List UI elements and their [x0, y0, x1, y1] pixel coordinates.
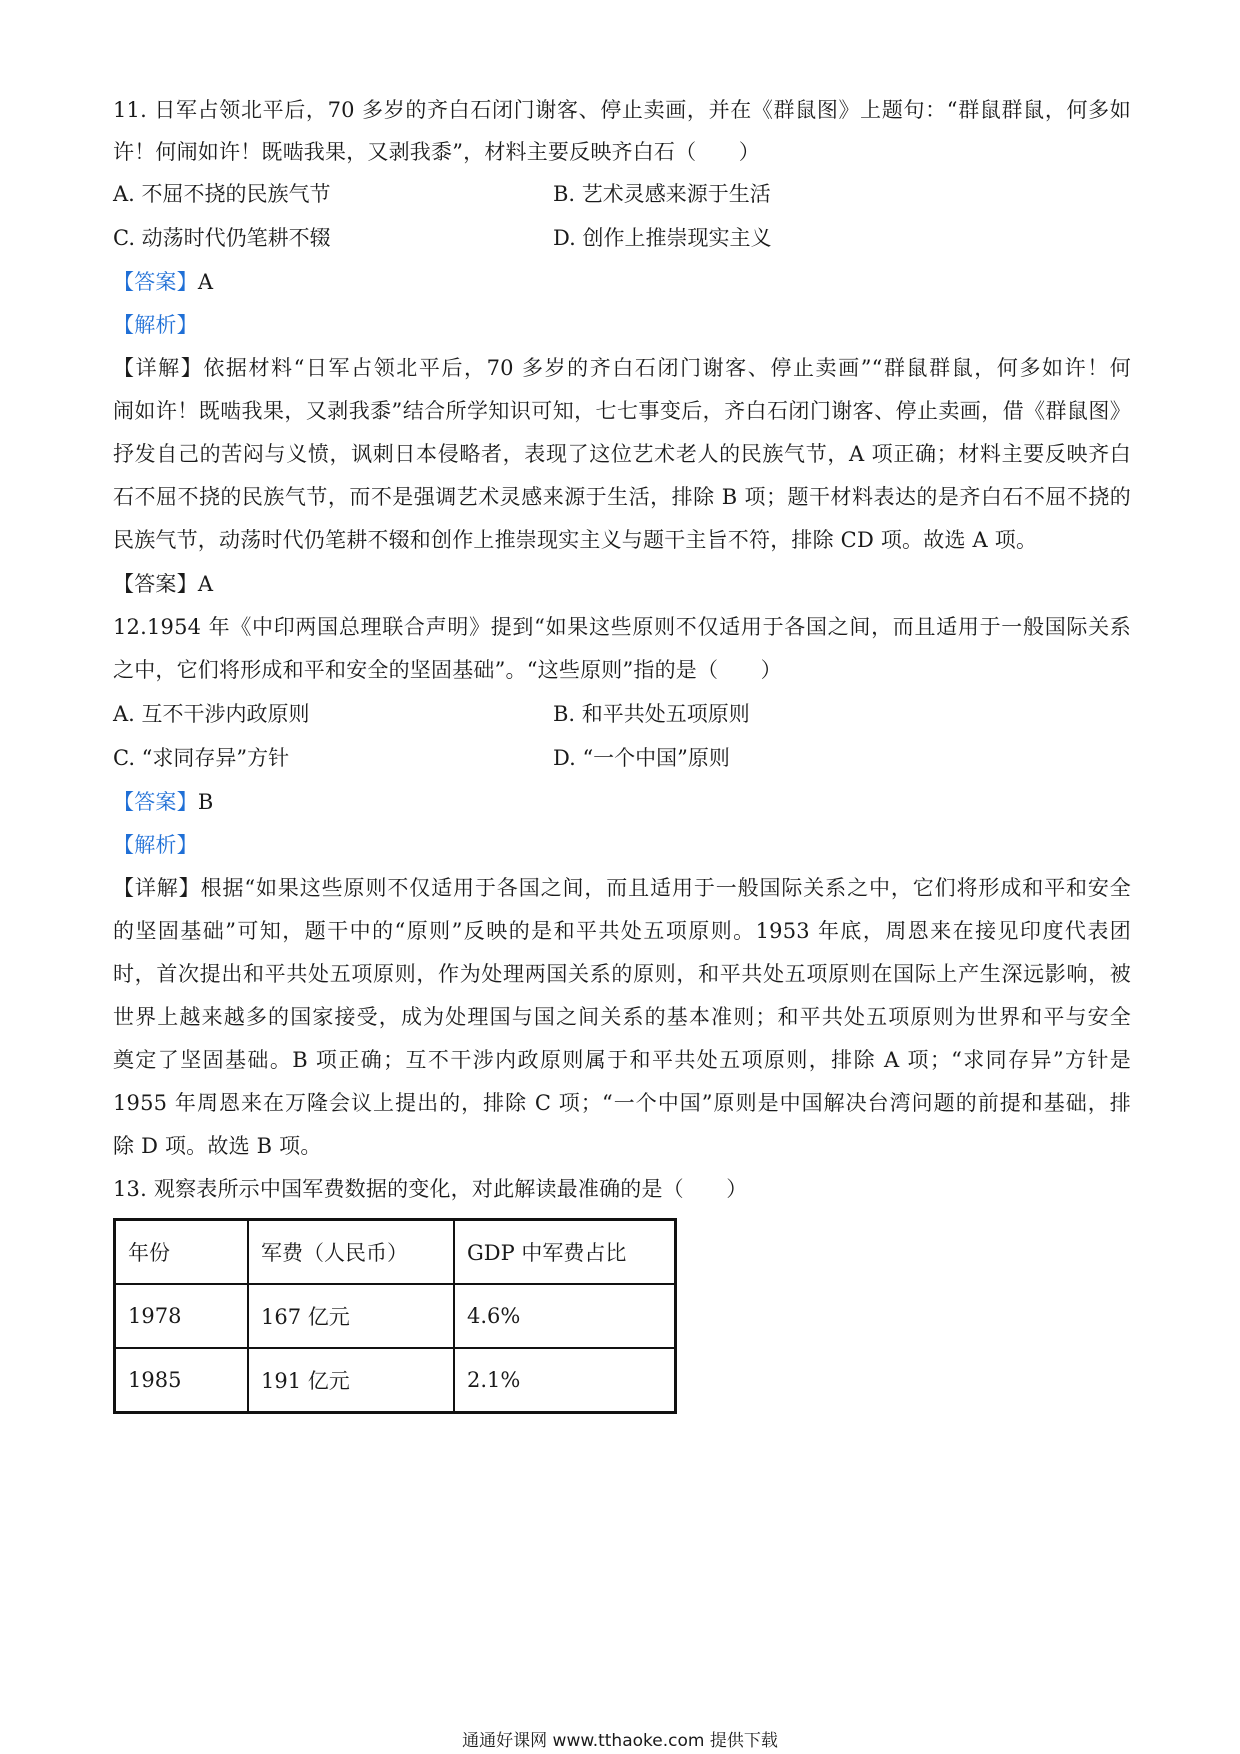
q11-answer-repeat	[113, 569, 213, 599]
q11-option-b: B. 艺术灵感来源于生活	[553, 182, 771, 206]
page-footer: 通通好课网 www.tthaoke.com 提供下载	[462, 1731, 778, 1751]
military-spending-table	[113, 1218, 677, 1414]
q11-detail-line3: 抒发自己的苦闷与义愤，讽刺日本侵略者，表现了这位艺术老人的民族气节，A 项正确；材料主要反映齐白	[113, 442, 1131, 466]
q11-detail-line1	[113, 353, 1131, 383]
table-header-cell: 军费（人民币）	[248, 1220, 454, 1285]
answer-value: A	[197, 270, 214, 294]
q12-detail-line5: 奠定了坚固基础。B 项正确；互不干涉内政原则属于和平共处五项原则，排除 A 项；“求同存异”方针是	[113, 1048, 1131, 1072]
q11-detail-line4: 石不屈不挠的民族气节，而不是强调艺术灵感来源于生活，排除 B 项；题干材料表达的是齐白石不屈不挠的	[113, 485, 1131, 509]
table-cell: 191 亿元	[248, 1348, 454, 1413]
table-cell: 4.6%	[454, 1284, 676, 1348]
q12-analysis-tag: 【解析】	[113, 833, 198, 857]
q12-option-b: B. 和平共处五项原则	[553, 702, 750, 726]
table-cell: 1985	[115, 1348, 249, 1413]
q11-detail-line5: 民族气节，动荡时代仍笔耕不辍和创作上推崇现实主义与题干主旨不符，排除 CD 项。故选 A 项。	[113, 528, 1038, 552]
q12-option-d: D. “一个中国”原则	[553, 746, 730, 770]
table-cell: 167 亿元	[248, 1284, 454, 1348]
answer-value: B	[197, 790, 214, 814]
answer-tag: 【答案】	[113, 572, 198, 596]
q11-option-a: A. 不屈不挠的民族气节	[113, 182, 331, 206]
q11-stem-line1: 11. 日军占领北平后，70 多岁的齐白石闭门谢客、停止卖画，并在《群鼠图》上题句：“群鼠群鼠，何多如	[113, 98, 1131, 122]
q12-option-c: C. “求同存异”方针	[113, 746, 290, 770]
table-row	[115, 1348, 676, 1413]
answer-tag: 【答案】	[113, 790, 198, 814]
q12-detail-line4: 世界上越来越多的国家接受，成为处理国与国之间关系的基本准则；和平共处五项原则为世界和平与安全	[113, 1005, 1131, 1029]
detail-text: 根据“如果这些原则不仅适用于各国之间，而且适用于一般国际关系之中，它们将形成和平和安全	[200, 876, 1131, 900]
q12-stem-line1: 12.1954 年《中印两国总理联合声明》提到“如果这些原则不仅适用于各国之间，而且适用于一般国际关系	[113, 615, 1131, 639]
q11-answer	[113, 267, 213, 297]
q12-detail-line2: 的坚固基础”可知，题干中的“原则”反映的是和平共处五项原则。1953 年底，周恩来在接见印度代表团	[113, 919, 1131, 943]
table-header-cell: 年份	[115, 1220, 249, 1285]
table-header-cell: GDP 中军费占比	[454, 1220, 676, 1285]
q12-detail-line3: 时，首次提出和平共处五项原则，作为处理两国关系的原则，和平共处五项原则在国际上产生深远影响，被	[113, 962, 1131, 986]
q12-detail-line6: 1955 年周恩来在万隆会议上提出的，排除 C 项；“一个中国”原则是中国解决台湾问题的前提和基础，排	[113, 1091, 1131, 1115]
detail-tag: 【详解】	[113, 876, 201, 900]
table-row	[115, 1284, 676, 1348]
detail-text: 依据材料“日军占领北平后，70 多岁的齐白石闭门谢客、停止卖画”“群鼠群鼠，何多如许！何	[203, 356, 1131, 380]
table-cell: 1978	[115, 1284, 249, 1348]
q11-option-c: C. 动荡时代仍笔耕不辍	[113, 226, 331, 250]
q11-stem-line2: 许！何闹如许！既啮我果，又剥我黍”，材料主要反映齐白石（ ）	[113, 140, 760, 164]
q12-detail-line1	[113, 873, 1131, 903]
answer-tag: 【答案】	[113, 270, 198, 294]
q12-detail-line7: 除 D 项。故选 B 项。	[113, 1134, 322, 1158]
q12-option-a: A. 互不干涉内政原则	[113, 702, 310, 726]
q12-answer	[113, 787, 213, 817]
table-cell: 2.1%	[454, 1348, 676, 1413]
q11-detail-line2: 闹如许！既啮我果，又剥我黍”结合所学知识可知，七七事变后，齐白石闭门谢客、停止卖画，借《群鼠图》	[113, 399, 1131, 423]
q11-option-d: D. 创作上推崇现实主义	[553, 226, 772, 250]
q12-stem-line2: 之中，它们将形成和平和安全的坚固基础”。“这些原则”指的是（ ）	[113, 658, 782, 682]
q13-stem: 13. 观察表所示中国军费数据的变化，对此解读最准确的是（ ）	[113, 1177, 748, 1201]
table-header-row	[115, 1220, 676, 1285]
answer-value: A	[197, 572, 214, 596]
q11-analysis-tag: 【解析】	[113, 313, 198, 337]
detail-tag: 【详解】	[113, 356, 204, 380]
